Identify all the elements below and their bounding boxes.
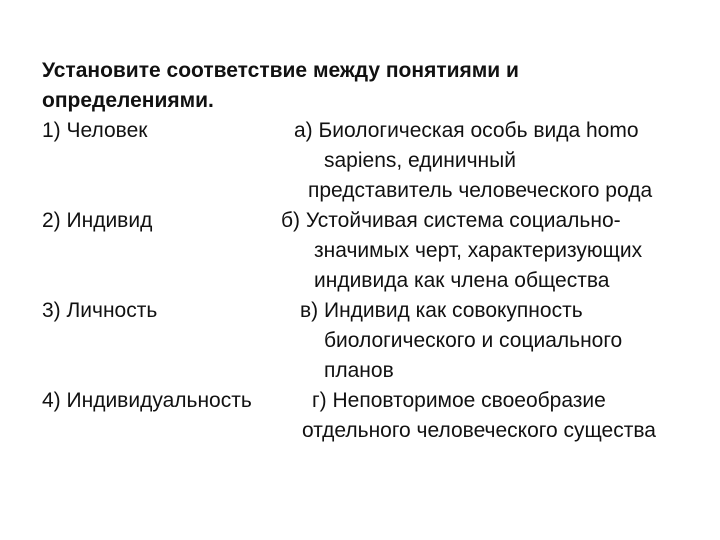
definition-d-line-1: г) Неповторимое своеобразие	[312, 389, 606, 412]
definition-b-line-2: значимых черт, характеризующих	[314, 239, 643, 262]
definition-a-line-3: представитель человеческого рода	[308, 179, 653, 202]
term-human: 1) Человек	[42, 119, 148, 142]
term-personality: 3) Личность	[42, 299, 158, 322]
definition-b-line-3: индивида как члена общества	[314, 269, 610, 292]
term-individual: 2) Индивид	[42, 209, 153, 232]
definition-a-line-1: а) Биологическая особь вида homo	[294, 119, 639, 142]
definition-a-line-2: sapiens, единичный	[324, 149, 516, 172]
definition-c-line-2: биологического и социального	[324, 329, 623, 352]
definition-b-line-1: б) Устойчивая система социально-	[281, 209, 621, 232]
task-heading-line-1: Установите соответствие между понятиями и	[42, 59, 519, 82]
definition-d-line-2: отдельного человеческого существа	[302, 419, 656, 442]
definition-c-line-1: в) Индивид как совокупность	[300, 299, 583, 322]
definition-c-line-3: планов	[324, 359, 394, 382]
term-individuality: 4) Индивидуальность	[42, 389, 252, 412]
task-heading-line-2: определениями.	[42, 89, 214, 112]
